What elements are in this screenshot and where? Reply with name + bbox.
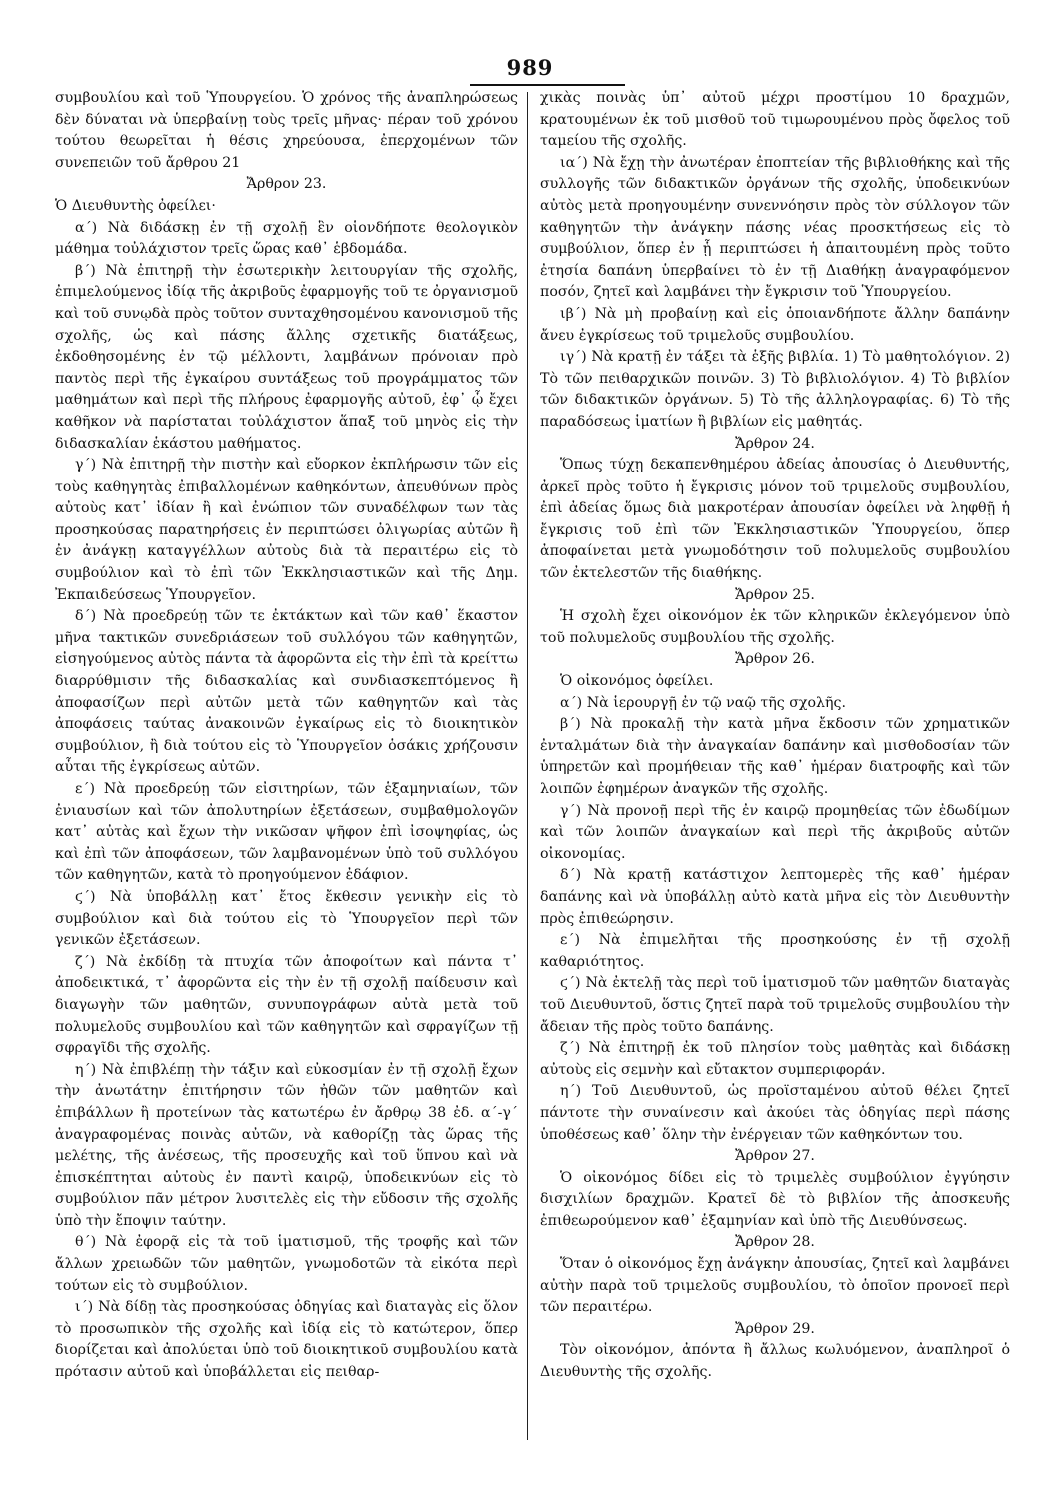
right-column [540,88,1010,1384]
left-column [55,88,518,1384]
paragraph: α΄) Νὰ διδάσκῃ ἐν τῇ σχολῇ ἓν οἱονδήποτε θεολογικὸν μάθημα τοὐλάχιστον τρεῖς ὥρας καθ᾽ ἑβδομάδα. [55,219,518,258]
paragraph: ε΄) Νὰ ἐπιμελῆται τῆς προσηκούσης ἐν τῇ σχολῇ καθαριότητος. [540,932,1010,970]
paragraph: ε΄) Νὰ προεδρεύῃ τῶν εἰσιτηρίων, τῶν ἑξαμηνιαίων, τῶν ἐνιαυσίων καὶ τῶν ἀπολυτηρίων ἐξετάσεων, συμβαθμολογῶν κατ᾽ αὐτὰς καὶ ἔχων τὴν νικῶσαν ψῆφον ἐπὶ ἰσοψηφίας, ὡς καὶ ἐπὶ τῶν ἀποφάσεων, τῶν λαμβανομένων ὑπὸ τοῦ συλλόγου τῶν καθηγητῶν, κατὰ τὸ προηγούμενον ἐδάφιον. [55,781,518,884]
paragraph: Τὸν οἰκονόμον, ἀπόντα ἢ ἄλλως κωλυόμενον, ἀναπληροῖ ὁ Διευθυντὴς τῆς σχολῆς. [540,1342,1010,1381]
article-heading: Ἄρθρον 26. [735,651,815,668]
paragraph: ιβ΄) Νὰ μὴ προβαίνῃ καὶ εἰς ὁποιανδήποτε ἄλλην δαπάνην ἄνευ ἐγκρίσεως τοῦ τριμελοῦς συμβουλίου. [540,305,1010,344]
paragraph: Ὁ Διευθυντὴς ὀφείλει· [55,197,216,214]
paragraph: Ὁ οἰκονόμος ὀφείλει. [560,673,714,690]
paragraph: ια΄) Νὰ ἔχῃ τὴν ἀνωτέραν ἐποπτείαν τῆς βιβλιοθήκης καὶ τῆς συλλογῆς τῶν διδακτικῶν ὀργάνων τῆς σχολῆς, ὑποδεικνύων αὐτὸς μετὰ προηγουμένην συνεννόησιν πρὸς τὸν σύλλογον τῶν καθηγητῶν τὴν ἀνάγκην πάσης νέας προσκτήσεως εἰς τὸ συμβούλιον, ὅπερ ἐν ᾗ περιπτώσει ἡ ἀπαιτουμένη πρὸς τοῦτο ἐτησία δαπάνη ὑπερβαίνει τὸ ἐν τῇ Διαθήκῃ ἀναγραφόμενον ποσόν, ζητεῖ καὶ λαμβάνει τὴν ἔγκρισιν τοῦ Ὑπουργείου. [540,154,1010,301]
article-heading: Ἄρθρον 29. [735,1320,815,1337]
paragraph: η΄) Τοῦ Διευθυντοῦ, ὡς προϊσταμένου αὐτοῦ θέλει ζητεῖ πάντοτε τὴν συναίνεσιν καὶ ἀκούει τὰς ὁδηγίας περὶ πάσης ὑποθέσεως καθ᾽ ὅλην τὴν ἐνέργειαν τῶν καθηκόντων του. [540,1083,1010,1143]
paragraph: α΄) Νὰ ἱερουργῇ ἐν τῷ ναῷ τῆς σχολῆς. [560,694,847,711]
paragraph: δ΄) Νὰ κρατῇ κατάστιχον λεπτομερὲς τῆς καθ᾽ ἡμέραν δαπάνης καὶ νὰ ὑποβάλλῃ αὐτὸ κατὰ μῆνα εἰς τὸν Διευθυντὴν πρὸς ἐπιθεώρησιν. [540,867,1010,927]
paragraph: χικὰς ποινὰς ὑπ᾽ αὐτοῦ μέχρι προστίμου 10 δραχμῶν, κρατουμένων ἐκ τοῦ μισθοῦ τοῦ τιμωρουμένου πρὸς ὄφελος τοῦ ταμείου τῆς σχολῆς. [540,90,1010,150]
column-divider [527,92,528,1440]
paragraph: β΄) Νὰ προκαλῇ τὴν κατὰ μῆνα ἔκδοσιν τῶν χρηματικῶν ἐνταλμάτων διὰ τὴν ἀναγκαίαν δαπάνην καὶ μισθοδοσίαν τῶν ὑπηρετῶν καὶ προμήθειαν τῆς καθ᾽ ἡμέραν διατροφῆς καὶ τῶν λοιπῶν ἐφημέρων ἀναγκῶν τῆς σχολῆς. [540,716,1010,797]
article-heading: Ἄρθρον 28. [735,1234,815,1251]
paragraph: Ὅταν ὁ οἰκονόμος ἔχῃ ἀνάγκην ἀπουσίας, ζητεῖ καὶ λαμβάνει αὐτὴν παρὰ τοῦ τριμελοῦς συμβουλίου, τὸ ὁποῖον προνοεῖ περὶ τῶν περαιτέρω. [540,1256,1010,1316]
paragraph: γ΄) Νὰ ἐπιτηρῇ τὴν πιστὴν καὶ εὔορκον ἐκπλήρωσιν τῶν εἰς τοὺς καθηγητὰς ἐπιβαλλομένων καθηκόντων, ἀπευθύνων πρὸς αὐτοὺς κατ᾽ ἰδίαν ἢ καὶ ἐνώπιον τῶν συναδέλφων των τὰς προσηκούσας παρατηρήσεις ἐν περιπτώσει ὀλιγωρίας αὐτῶν ἢ ἐν ἀνάγκῃ καταγγέλλων αὐτοὺς διὰ τὰ περαιτέρω εἰς τὸ συμβούλιον καὶ τὸ ἐπὶ τῶν Ἐκκλησιαστικῶν καὶ τῆς Δημ. Ἐκπαιδεύσεως Ὑπουργεῖον. [55,457,518,603]
header-rule [470,84,625,86]
paragraph: θ΄) Νὰ ἐφορᾷ εἰς τὰ τοῦ ἱματισμοῦ, τῆς τροφῆς καὶ τῶν ἄλλων χρειωδῶν τῶν μαθητῶν, γνωμοδοτῶν τὰ εἰκότα περὶ τούτων εἰς τὸ συμβούλιον. [55,1234,518,1294]
article-heading: Ἄρθρον 27. [735,1148,815,1165]
paragraph: ζ΄) Νὰ ἐπιτηρῇ ἐκ τοῦ πλησίον τοὺς μαθητὰς καὶ διδάσκῃ αὐτοὺς εἰς σεμνὴν καὶ εὔτακτον συμπεριφοράν. [540,1040,1010,1078]
paragraph: ιγ΄) Νὰ κρατῇ ἐν τάξει τὰ ἑξῆς βιβλία. 1) Τὸ μαθητολόγιον. 2) Τὸ τῶν πειθαρχικῶν ποινῶν. 3) Τὸ βιβλιολόγιον. 4) Τὸ βιβλίον τῶν διδακτικῶν ὀργάνων. 5) Τὸ τῆς ἀλληλογραφίας. 6) Τὸ τῆς παραδόσεως ἱματίων ἢ βιβλίων εἰς μαθητάς. [540,349,1010,430]
paragraph: δ΄) Νὰ προεδρεύῃ τῶν τε ἐκτάκτων καὶ τῶν καθ᾽ ἕκαστον μῆνα τακτικῶν συνεδριάσεων τοῦ συλλόγου τῶν καθηγητῶν, εἰσηγούμενος αὐτὸς πάντα τὰ ἀφορῶντα εἰς τὴν ἐπὶ τὰ κρείττω διαρρύθμισιν τῆς διδασκαλίας καὶ συνδιασκεπτόμενος ἢ ἀποφασίζων περὶ αὐτῶν μετὰ τῶν καθηγητῶν καὶ τὰς ἀποφάσεις ταύτας ἀνακοινῶν ἐγκαίρως εἰς τὸ διοικητικὸν συμβούλιον, ἢ διὰ τούτου εἰς τὸ Ὑπουργεῖον ὁσάκις χρήζουσιν αὗται τῆς ἐγκρίσεως αὐτῶν. [55,608,518,776]
page-number: 989 [506,55,554,80]
paragraph: ζ΄) Νὰ ἐκδίδῃ τὰ πτυχία τῶν ἀποφοίτων καὶ πάντα τ᾽ ἀποδεικτικά, τ᾽ ἀφορῶντα εἰς τὴν ἐν τῇ σχολῇ παίδευσιν καὶ διαγωγὴν τῶν μαθητῶν, συνυπογράφων αὐτὰ μετὰ τοῦ πολυμελοῦς συμβουλίου καὶ τῶν καθηγητῶν καὶ σφραγίζων τῇ σφραγῖδι τῆς σχολῆς. [55,953,518,1057]
paragraph: Ὅπως τύχῃ δεκαπενθημέρου ἀδείας ἀπουσίας ὁ Διευθυντής, ἀρκεῖ πρὸς τοῦτο ἡ ἔγκρισις μόνον τοῦ τριμελοῦς συμβουλίου, ἐπὶ ἀδείας ὅμως διὰ μακροτέραν ἀπουσίαν ὀφείλει νὰ ληφθῇ ἡ ἔγκρισις τοῦ ἐπὶ τῶν Ἐκκλησιαστικῶν Ὑπουργείου, ὅπερ ἀποφαίνεται μετὰ γνωμοδότησιν τοῦ πολυμελοῦς συμβουλίου τῶν ἐκτελεστῶν τῆς διαθήκης. [540,457,1010,582]
paragraph: Ὁ οἰκονόμος δίδει εἰς τὸ τριμελὲς συμβούλιον ἐγγύησιν δισχιλίων δραχμῶν. Κρατεῖ δὲ τὸ βιβλίον τῆς ἀποσκευῆς ἐπιθεωρούμενον καθ᾽ ἑξαμηνίαν καὶ ὑπὸ τῆς Διευθύνσεως. [540,1169,1010,1229]
paragraph: Ἡ σχολὴ ἔχει οἰκονόμον ἐκ τῶν κληρικῶν ἐκλεγόμενον ὑπὸ τοῦ πολυμελοῦς συμβουλίου τῆς σχολῆς. [540,608,1010,646]
paragraph: η΄) Νὰ ἐπιβλέπῃ τὴν τάξιν καὶ εὐκοσμίαν ἐν τῇ σχολῇ ἔχων τὴν ἀνωτάτην ἐπιτήρησιν τῶν ἠθῶν τῶν μαθητῶν καὶ ἐπιβάλλων ἢ προτείνων τὰς κατωτέρω ἐν ἄρθρῳ 38 ἐδ. α΄-γ΄ ἀναγραφομένας ποινὰς αὐτῶν, νὰ καθορίζῃ τὰς ὥρας τῆς μελέτης, τῆς ἀνέσεως, τῆς προσευχῆς καὶ τοῦ ὕπνου καὶ νὰ ἐπισκέπτηται αὐτοὺς ἐν παντὶ καιρῷ, ὑποδεικνύων εἰς τὸ συμβούλιον πᾶν μέτρον λυσιτελὲς εἰς τὴν εὔδοσιν τῆς σχολῆς ὑπὸ τὴν ἔποψιν ταύτην. [55,1061,518,1229]
paragraph: γ΄) Νὰ προνοῇ περὶ τῆς ἐν καιρῷ προμηθείας τῶν ἐδωδίμων καὶ τῶν λοιπῶν ἀναγκαίων καὶ περὶ τῆς ἀκριβοῦς αὐτῶν οἰκονομίας. [540,802,1010,862]
article-heading: Ἄρθρον 24. [735,435,815,452]
paragraph: ι΄) Νὰ δίδῃ τὰς προσηκούσας ὁδηγίας καὶ διαταγὰς εἰς ὅλον τὸ προσωπικὸν τῆς σχολῆς καὶ ἰδίᾳ εἰς τὸ κατώτερον, ὅπερ διορίζεται καὶ ἀπολύεται ὑπὸ τοῦ διοικητικοῦ συμβουλίου κατὰ πρότασιν αὐτοῦ καὶ ὑποβάλλεται εἰς πειθαρ- [55,1299,518,1381]
paragraph: β΄) Νὰ ἐπιτηρῇ τὴν ἐσωτερικὴν λειτουργίαν τῆς σχολῆς, ἐπιμελούμενος ἰδίᾳ τῆς ἀκριβοῦς ἐφαρμογῆς τοῦ τε ὀργανισμοῦ καὶ τοῦ συνῳδὰ πρὸς τοῦτον συνταχθησομένου κανονισμοῦ τῆς σχολῆς, ὡς καὶ πάσης ἄλλης σχετικῆς διατάξεως, ἐκδοθησομένης ἐν τῷ μέλλοντι, λαμβάνων πρόνοιαν πρὸ παντὸς περὶ τῆς ἐγκαίρου συντάξεως τοῦ προγράμματος τῶν μαθημάτων καὶ περὶ τῆς πλήρους ἐφαρμογῆς αὐτοῦ, ἐφ᾽ ᾧ ἔχει καθῆκον νὰ παρίσταται τοὐλάχιστον ἅπαξ τοῦ μηνὸς εἰς τὴν διδασκαλίαν ἑκάστου μαθήματος. [55,262,518,452]
article-heading: Ἄρθρον 25. [735,586,815,603]
paragraph: ϛ΄) Νὰ ἐκτελῇ τὰς περὶ τοῦ ἱματισμοῦ τῶν μαθητῶν διαταγὰς τοῦ Διευθυντοῦ, ὅστις ζητεῖ παρὰ τοῦ τριμελοῦς συμβουλίου τὴν ἄδειαν τῆς πρὸς τοῦτο δαπάνης. [540,975,1010,1035]
paragraph: ϛ΄) Νὰ ὑποβάλλῃ κατ᾽ ἔτος ἔκθεσιν γενικὴν εἰς τὸ συμβούλιον καὶ διὰ τούτου εἰς τὸ Ὑπουργεῖον περὶ τῶν γενικῶν ἐξετάσεων. [55,888,518,949]
paragraph: συμβουλίου καὶ τοῦ Ὑπουργείου. Ὁ χρόνος τῆς ἀναπληρώσεως δὲν δύναται νὰ ὑπερβαίνῃ τοὺς τρεῖς μῆνας· πέραν τοῦ χρόνου τούτου θεωρεῖται ἡ θέσις χηρεύουσα, ἐπερχομένων τῶν συνεπειῶν τοῦ ἄρθρου 21 [55,90,518,171]
article-heading: Ἄρθρον 23. [246,176,327,193]
